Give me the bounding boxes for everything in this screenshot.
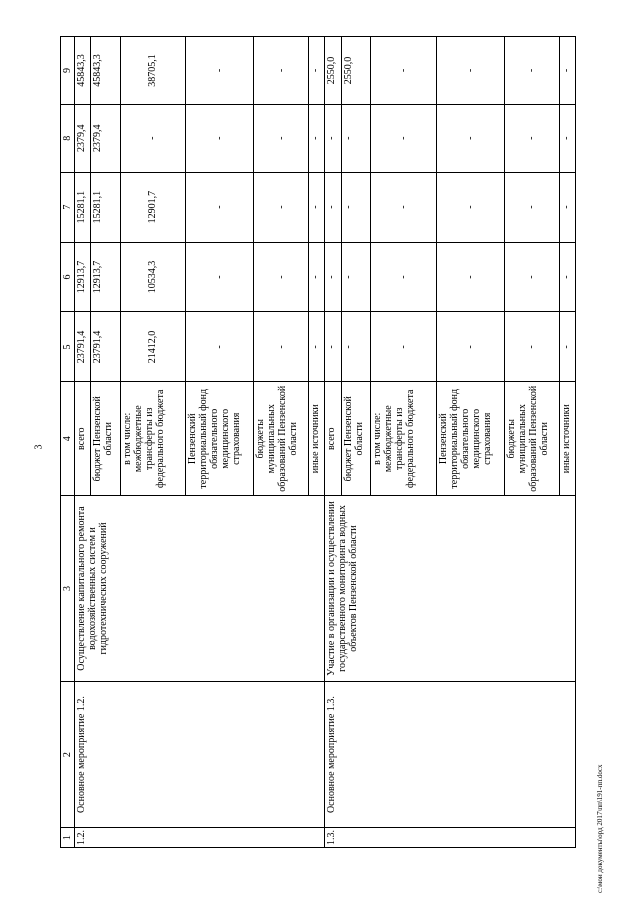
value-cell: - bbox=[309, 37, 325, 105]
value-cell: - bbox=[186, 172, 254, 242]
rotated-table-sheet bbox=[60, 36, 576, 848]
value-cell: - bbox=[254, 242, 309, 312]
value-cell: - bbox=[371, 242, 437, 312]
value-cell: - bbox=[341, 104, 370, 172]
value-cell: - bbox=[186, 312, 254, 382]
value-cell: - bbox=[325, 312, 341, 382]
funding-source: в том числе: межбюджетные трансферты из федерального бюджета bbox=[120, 382, 186, 496]
value-cell: - bbox=[254, 104, 309, 172]
value-cell: - bbox=[559, 172, 575, 242]
value-cell: - bbox=[186, 104, 254, 172]
value-cell: - bbox=[309, 104, 325, 172]
footer-file-path-text: c:\мои документы\орд 2017\пп\191-пп.docx bbox=[596, 764, 604, 893]
value-cell: 2379,4 bbox=[91, 104, 120, 172]
value-cell: - bbox=[341, 172, 370, 242]
funding-source: всего bbox=[325, 382, 341, 496]
value-cell: 45843,3 bbox=[75, 37, 91, 105]
value-cell: - bbox=[325, 172, 341, 242]
value-cell: 12901,7 bbox=[120, 172, 186, 242]
col-header: 8 bbox=[61, 104, 75, 172]
value-cell: - bbox=[504, 312, 559, 382]
budget-table bbox=[60, 36, 576, 848]
col-header: 7 bbox=[61, 172, 75, 242]
value-cell: - bbox=[371, 37, 437, 105]
funding-source: Пензенский территориальный фонд обязательного медицинского страхования bbox=[436, 382, 504, 496]
value-cell: - bbox=[186, 242, 254, 312]
value-cell: - bbox=[254, 37, 309, 105]
col-header: 4 bbox=[61, 382, 75, 496]
measure-description: Участие в организации и осуществлении государственного мониторинга водных объектов Пензенской области bbox=[325, 496, 576, 682]
value-cell: - bbox=[436, 172, 504, 242]
value-cell: - bbox=[436, 312, 504, 382]
funding-source: бюджеты муниципальных образований Пензенской области bbox=[504, 382, 559, 496]
value-cell: - bbox=[436, 37, 504, 105]
col-header: 6 bbox=[61, 242, 75, 312]
value-cell: - bbox=[559, 312, 575, 382]
value-cell: 12913,7 bbox=[91, 242, 120, 312]
value-cell: 2550,0 bbox=[341, 37, 370, 105]
value-cell: 45843,3 bbox=[91, 37, 120, 105]
value-cell: 10534,3 bbox=[120, 242, 186, 312]
value-cell: - bbox=[309, 312, 325, 382]
value-cell: - bbox=[371, 104, 437, 172]
table-row bbox=[325, 37, 341, 848]
value-cell: - bbox=[436, 242, 504, 312]
value-cell: 21412,0 bbox=[120, 312, 186, 382]
table-row bbox=[75, 37, 91, 848]
header-row bbox=[61, 37, 75, 848]
funding-source: всего bbox=[75, 382, 91, 496]
value-cell: 2379,4 bbox=[75, 104, 91, 172]
measure-title: Основное мероприятие 1.3. bbox=[325, 681, 576, 827]
col-header: 9 bbox=[61, 37, 75, 105]
value-cell: - bbox=[371, 172, 437, 242]
value-cell: 2550,0 bbox=[325, 37, 341, 105]
funding-source: бюджет Пензенской области bbox=[341, 382, 370, 496]
value-cell: - bbox=[504, 104, 559, 172]
funding-source: бюджеты муниципальных образований Пензенской области bbox=[254, 382, 309, 496]
value-cell: - bbox=[341, 242, 370, 312]
value-cell: - bbox=[371, 312, 437, 382]
value-cell: - bbox=[559, 37, 575, 105]
value-cell: - bbox=[325, 242, 341, 312]
value-cell: - bbox=[559, 104, 575, 172]
funding-source: бюджет Пензенской области bbox=[91, 382, 120, 496]
value-cell: 23791,4 bbox=[75, 312, 91, 382]
value-cell: 38705,1 bbox=[120, 37, 186, 105]
col-header: 1 bbox=[61, 828, 75, 848]
value-cell: 12913,7 bbox=[75, 242, 91, 312]
funding-source: Пензенский территориальный фонд обязательного медицинского страхования bbox=[186, 382, 254, 496]
value-cell: 15281,1 bbox=[91, 172, 120, 242]
page-number: 3 bbox=[33, 444, 45, 450]
measure-title: Основное мероприятие 1.2. bbox=[75, 681, 325, 827]
value-cell: - bbox=[325, 104, 341, 172]
value-cell: - bbox=[120, 104, 186, 172]
col-header: 3 bbox=[61, 496, 75, 682]
value-cell: - bbox=[186, 37, 254, 105]
value-cell: - bbox=[436, 104, 504, 172]
footer-file-path bbox=[596, 764, 606, 903]
value-cell: 23791,4 bbox=[91, 312, 120, 382]
value-cell: - bbox=[504, 37, 559, 105]
value-cell: - bbox=[309, 242, 325, 312]
funding-source: иные источники bbox=[559, 382, 575, 496]
value-cell: - bbox=[559, 242, 575, 312]
value-cell: 15281,1 bbox=[75, 172, 91, 242]
value-cell: - bbox=[341, 312, 370, 382]
value-cell: - bbox=[504, 242, 559, 312]
col-header: 5 bbox=[61, 312, 75, 382]
row-number: 1.3. bbox=[325, 828, 576, 848]
value-cell: - bbox=[504, 172, 559, 242]
value-cell: - bbox=[309, 172, 325, 242]
measure-description: Осуществление капитального ремонта водохозяйственных систем и гидротехнических сооружений bbox=[75, 496, 325, 682]
funding-source: иные источники bbox=[309, 382, 325, 496]
col-header: 2 bbox=[61, 681, 75, 827]
row-number: 1.2. bbox=[75, 828, 325, 848]
value-cell: - bbox=[254, 172, 309, 242]
value-cell: - bbox=[254, 312, 309, 382]
funding-source: в том числе: межбюджетные трансферты из федерального бюджета bbox=[371, 382, 437, 496]
